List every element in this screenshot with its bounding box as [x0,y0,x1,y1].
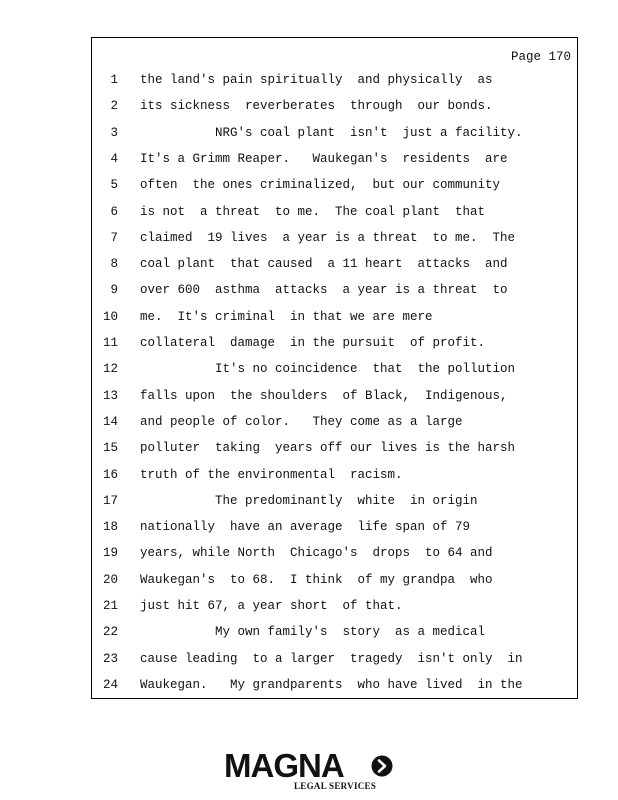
page-number: Page 170 [510,50,571,64]
transcript-line [92,178,577,204]
line-number: 4 [110,151,118,166]
line-number: 22 [102,625,118,640]
line-number: 11 [102,336,118,350]
transcript-line [92,625,577,651]
transcript-line [92,362,577,388]
line-number: 5 [110,178,118,193]
transcript-line [92,389,577,415]
transcript-line [92,415,577,441]
line-text: My own family's story as a medical [140,625,486,640]
company-logo [224,748,399,793]
line-text: often the ones criminalized, but our community [140,178,501,193]
line-text: falls upon the shoulders of Black, Indigenous, [140,388,508,403]
line-number: 18 [102,520,118,535]
transcript-line [92,573,577,599]
transcript-line [92,678,577,704]
transcript-line [92,336,577,362]
transcript-line [92,73,577,99]
line-number: 15 [102,441,118,456]
transcript-line [92,520,577,546]
transcript-line [92,99,577,125]
line-number: 7 [110,230,118,245]
line-text: just hit 67, a year short of that. [140,599,403,613]
line-text: It's no coincidence that the pollution [140,362,516,377]
line-text: coal plant that caused a 11 heart attacks and [140,257,508,272]
transcript-line [92,546,577,572]
line-text: cause leading to a larger tragedy isn't only in [140,651,523,666]
transcript-line [92,257,577,283]
line-number: 3 [110,125,118,140]
chevron-right-circle-icon [371,755,393,777]
line-number: 9 [110,283,118,298]
line-text: over 600 asthma attacks a year is a threat to [140,283,508,298]
line-text: truth of the environmental racism. [140,467,403,482]
line-number: 6 [110,204,118,219]
transcript-line [92,441,577,467]
line-text: It's a Grimm Reaper. Waukegan's residents are [140,151,508,166]
line-number: 2 [110,99,118,114]
line-text: Waukegan. My grandparents who have lived in the [140,677,523,692]
line-number: 13 [102,388,118,403]
logo-wordmark: MAGNA [224,747,344,784]
line-number: 1 [110,73,118,87]
transcript-line [92,310,577,336]
line-text: years, while North Chicago's drops to 64 and [140,546,493,561]
transcript-line [92,205,577,231]
line-text: claimed 19 lives a year is a threat to me. The [140,230,516,245]
line-number: 17 [102,493,118,508]
line-number: 14 [102,414,118,429]
line-text: me. It's criminal in that we are mere [140,309,433,324]
line-text: The predominantly white in origin [140,493,478,508]
line-number: 10 [102,309,118,324]
transcript-line [92,468,577,494]
transcript-page [91,37,578,699]
line-number: 12 [102,362,118,377]
transcript-line [92,599,577,625]
line-text: polluter taking years off our lives is the harsh [140,441,516,456]
line-number: 21 [102,599,118,613]
line-text: NRG's coal plant isn't just a facility. [140,125,523,140]
line-text: Waukegan's to 68. I think of my grandpa who [140,572,493,587]
transcript-line [92,283,577,309]
transcript-line [92,652,577,678]
transcript-line [92,494,577,520]
line-number: 19 [102,546,118,561]
line-text: is not a threat to me. The coal plant that [140,204,486,219]
transcript-line [92,152,577,178]
line-text: collateral damage in the pursuit of profit. [140,336,486,350]
line-number: 23 [102,651,118,666]
line-text: and people of color. They come as a large [140,414,463,429]
transcript-line [92,231,577,257]
logo-subtitle: LEGAL SERVICES [294,781,377,791]
line-number: 8 [110,257,118,272]
line-number: 16 [102,467,118,482]
line-text: its sickness reverberates through our bonds. [140,99,493,114]
line-number: 24 [102,677,118,692]
line-number: 20 [102,572,118,587]
line-text: nationally have an average life span of 79 [140,520,471,535]
transcript-line [92,126,577,152]
line-text: the land's pain spiritually and physically as [140,73,493,87]
